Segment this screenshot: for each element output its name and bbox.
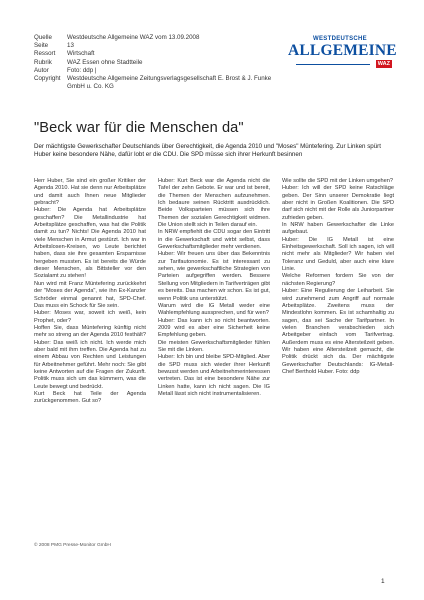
article-paragraph: Wie sollte die SPD mit der Linken umgehen? xyxy=(282,178,393,184)
metadata-label: Seite xyxy=(34,42,49,50)
article-paragraph: Huber: Moses war, soweit ich weiß, kein Prophet, oder? xyxy=(34,310,146,324)
article-paragraph: Huber: Wir freuen uns über das Bekenntnis zur Tarifautonomie. Es ist interessant zu sehen, wie gewerkschaftliche Strategien von Parteien aufgegriffen werden. Bessere Stellung von Mitgliedern in Tarifverträgen gibt es bereits. Das machen wir schon. Es ist gut, wenn Politik uns unterstützt. xyxy=(158,251,270,302)
article-paragraph: Kurt Beck hat Teile der Agenda zurückgenommen. Gut so? xyxy=(34,390,146,405)
article-paragraph: Huber: Die Agenda hat Arbeitsplätze geschaffen? Die Metallindustrie hat Arbeitsplätze geschaffen, was hat die Politik damit zu tun? Nichts! Die Agenda 2010 hat viele Menschen in Armut gestürzt. Ich war in Arbeitslosen-Kreisen, wo Leute berichtet haben, dass sie ihre gesamten Ersparnisse hergeben mussten. Es ist bereits die Würde dieser Menschen, als Bittsteller vor den Sozialamt zu stehen! xyxy=(34,207,146,280)
article-column-2 xyxy=(158,178,270,406)
article-body xyxy=(34,178,394,406)
article-paragraph: Nun wird mit Franz Müntefering zurückkehrt der "Moses der Agenda", wie ihn Ex-Kanzler Schröder einmal genannt hat, SPD-Chef. Das muss ein Schock für Sie sein. xyxy=(34,280,146,309)
metadata-table xyxy=(34,34,274,91)
article-paragraph: Huber: Eine Regulierung der Leiharbeit. Sie wird zunehmend zum Angriff auf normale Arbeitsplätze. Zweitens muss der Mindestlohn kommen. Es ist schamhaltig zu sagen, das sei Sache der Tarifpartner. In vielen Branchen verabschieden sich Arbeitgeber einfach vom Tarifvertrag. Außerdem muss es eine Altersteilzeit geben. Wir haben eine Altersteilzeit gemacht, die Politik drückt sich da. Der mächtigste Gewerkschafter Deutschlands: IG-Metall-Chef Berthold Huber. Foto: ddp xyxy=(282,288,394,375)
logo-badge: WAZ xyxy=(377,61,390,67)
logo-rule xyxy=(296,64,370,65)
metadata-row xyxy=(34,42,274,50)
article-paragraph: Huber: Ich bin und bleibe SPD-Mitglied. Aber die SPD muss sich wieder ihrer Herkunft bewusst werden und Arbeitnehmerinteressen vertreten. Das ist eine besondere Nähe zur Linken hatte, kann ich nicht sagen. Die IG Metall lässt sich nicht instrumentalisieren. xyxy=(158,354,270,397)
article-lead: Der mächtigste Gewerkschafter Deutschlands über Gerechtigkeit, die Agenda 2010 und "Moses" Müntefering. Zur Linken spürt Huber keine besondere Nähe, dafür lobt er die CDU. Die SPD müsse sich ihrer Herkunft besinnen xyxy=(34,143,381,159)
article-title: "Beck war für die Menschen da" xyxy=(34,120,244,136)
metadata-value: Westdeutsche Allgemeine Zeitungsverlagsgesellschaft E. Brost & J. Funke GmbH u. Co. KG xyxy=(67,75,272,91)
metadata-value: Foto: ddp | xyxy=(67,66,97,74)
metadata-row xyxy=(34,59,274,67)
metadata-label: Ressort xyxy=(34,50,56,58)
article-paragraph: Die meisten Gewerkschaftsmitglieder fühlen Sie mit die Linken. xyxy=(158,339,270,353)
article-paragraph: Huber: Das kann ich so nicht beantworten. 2009 wird es aber eine Sicherheit keine Empfehlung geben. xyxy=(158,317,270,339)
article-paragraph: In NRW empfiehlt die CDU sogar den Eintritt in die Gewerkschaft und wirbt selbst, dass Gewerkschaftsmitglieder mehr verdienen. xyxy=(158,229,270,251)
page-number: 1 xyxy=(381,578,385,585)
metadata-row xyxy=(34,50,274,58)
metadata-value: Wirtschaft xyxy=(67,50,95,58)
metadata-row xyxy=(34,67,274,75)
metadata-value: Westdeutsche Allgemeine WAZ vom 13.09.2008 xyxy=(67,34,200,41)
article-paragraph: Huber: Ich will der SPD keine Ratschläge geben. Der Sinn unserer Demokratie liegt aber nicht in Großen Koalitionen. Die SPD darf sich nicht mit der Rolle als Juniorpartner zufrieden geben. xyxy=(282,185,394,221)
logo-top-text: WESTDEUTSCHE xyxy=(313,36,367,42)
metadata-value: WAZ Essen ohne Stadtteile xyxy=(67,58,143,66)
metadata-label: Rubrik xyxy=(34,58,52,66)
article-paragraph: In NRW haben Gewerkschafter die Linke aufgebaut. xyxy=(282,222,394,236)
metadata-label: Quelle xyxy=(34,34,52,41)
metadata-label: Copyright xyxy=(34,75,61,83)
metadata-row xyxy=(34,34,274,42)
metadata-row xyxy=(34,75,274,91)
article-paragraph: Warum wird die IG Metall weder eine Wahlempfehlung aussprechen, und für wen? xyxy=(158,302,270,317)
article-paragraph: Hoffen Sie, dass Müntefering künftig nicht mehr so streng an der Agenda 2010 festhält? xyxy=(34,324,146,339)
copyright-notice: © 2008 PMG Presse-Monitor GmbH xyxy=(34,543,111,548)
article-column-1 xyxy=(34,178,146,406)
article-paragraph: Herr Huber, Sie sind ein großer Kritiker der Agenda 2010. Hat sie denn nur Arbeitsplätze und damit auch Ihnen neue Mitglieder gebracht? xyxy=(34,178,146,207)
article-paragraph: Huber: Die IG Metall ist eine Einheitsgewerkschaft. Soll ich sagen, ich will nicht mehr als Mitglieder? Wir haben viel Toleranz und Geduld, aber auch eine klare Linie. xyxy=(282,236,394,273)
article-paragraph: Welche Reformen fordern Sie von der nächsten Regierung? xyxy=(282,273,394,287)
metadata-label: Autor xyxy=(34,66,49,74)
metadata-value: 13 xyxy=(67,42,74,50)
article-column-3 xyxy=(282,178,394,406)
waz-logo xyxy=(288,36,397,70)
logo-main-text: ALLGEMEINE xyxy=(288,42,397,59)
article-paragraph: Huber: Kurt Beck war die Agenda nicht die Tafel der zehn Gebote. Er war und ist bereit, die Themen der Menschen aufzunehmen. Ich bedaure seinen Rücktritt ausdrücklich. Beide Volksparteien müssen sich ihre Themen der sozialen Gerechtigkeit widmen. Die Union stellt sich in Teilen darauf ein. xyxy=(158,178,270,229)
article-paragraph: Huber: Das weiß ich nicht. Ich werde mich aber bald mit ihm treffen. Die Agenda hat zu einem Abbau von Rechten und Leistungen für Arbeitnehmer geführt. Mehr noch: Sie gibt keine Antworten auf die Fragen der Zukunft. Politik muss sich um das kümmern, was die Leute bewegt und bedrückt. xyxy=(34,339,146,390)
